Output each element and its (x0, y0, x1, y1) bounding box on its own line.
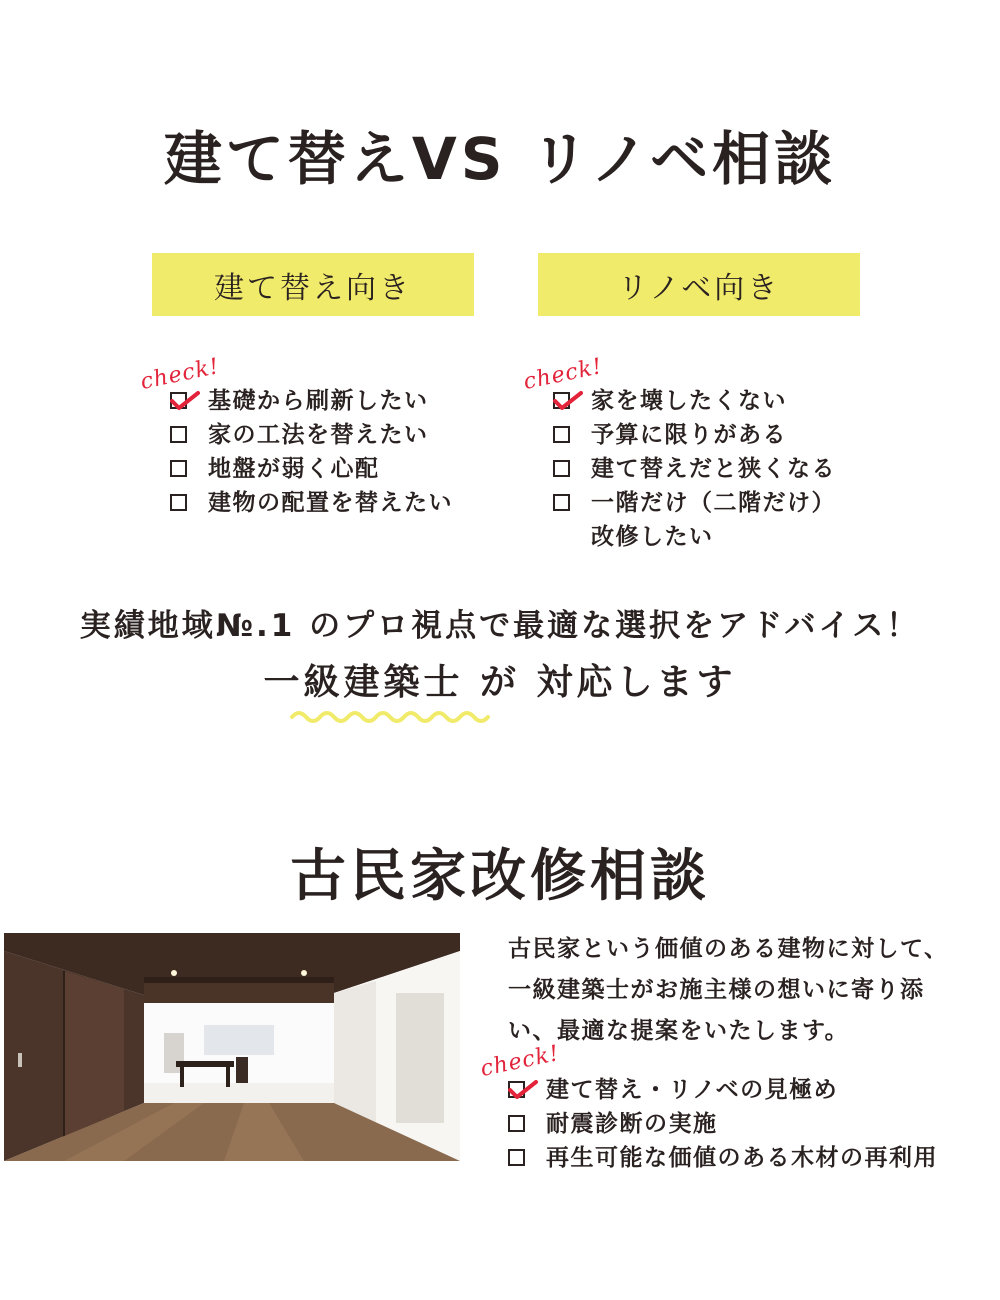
checkbox-empty (553, 426, 570, 443)
check-label: check! (521, 353, 605, 396)
tag-rebuild-suited: 建て替え向き (152, 253, 474, 316)
checklist-item (553, 418, 836, 452)
checkbox-empty (553, 494, 570, 511)
checkbox-empty (508, 1149, 525, 1166)
checkbox-checked (170, 392, 187, 409)
checklist-item (170, 418, 453, 452)
checklist-item-label: 家の工法を替えたい (208, 422, 429, 448)
section-title-kominka: 古民家改修相談 (290, 844, 710, 909)
section-title-rebuild-vs-renovation: 建て替えVS リノベ相談 (163, 125, 837, 193)
checklist-item (508, 1073, 938, 1107)
checklist-renovation (521, 353, 836, 554)
architect-note: 一級建築士 が 対応します (263, 662, 737, 703)
tag-renovation-suited: リノベ向き (538, 253, 860, 316)
checklist-item-label: 家を壊したくない (591, 388, 787, 414)
checklist-kominka (478, 1040, 938, 1175)
advice-note: 実績地域№.1 のプロ視点で最適な選択をアドバイス！ (79, 608, 921, 644)
interior-photo (4, 933, 460, 1161)
checkmark-icon (508, 1079, 538, 1101)
checkbox-empty (508, 1115, 525, 1132)
checklist-item-label: 建て替え・リノベの見極め (546, 1077, 839, 1103)
check-label: check! (478, 1040, 562, 1083)
checklist-item (553, 384, 836, 418)
description-line: 一級建築士がお施主様の想いに寄り添 (508, 977, 925, 1003)
checklist-item (170, 486, 453, 520)
checklist-item-label: 再生可能な価値のある木材の再利用 (546, 1145, 938, 1171)
checklist-item-label: 建て替えだと狭くなる (591, 456, 836, 482)
checkbox-empty (553, 460, 570, 477)
checkbox-empty (170, 426, 187, 443)
description-line: い、最適な提案をいたします。 (508, 1018, 850, 1044)
checklist-item (170, 384, 453, 418)
checklist-item-label: 予算に限りがある (591, 422, 787, 448)
checklist-item (553, 452, 836, 486)
checkbox-empty (170, 460, 187, 477)
checklist-item-label: 改修したい (591, 524, 714, 550)
checklist-item (508, 1141, 938, 1175)
checklist-item-continuation (553, 520, 836, 554)
checkbox-empty (170, 494, 187, 511)
checkbox-checked (508, 1081, 525, 1098)
checklist-item-label: 基礎から刷新したい (208, 388, 429, 414)
checkmark-icon (553, 390, 583, 412)
wavy-underline-decoration (290, 708, 492, 726)
checklist-item-label: 一階だけ（二階だけ） (591, 490, 836, 516)
checklist-item-label: 建物の配置を替えたい (208, 490, 453, 516)
checklist-item (553, 486, 836, 520)
check-label: check! (138, 353, 222, 396)
checkmark-icon (170, 390, 200, 412)
checklist-rebuild (138, 353, 453, 520)
kominka-description (508, 929, 978, 1052)
checklist-item (508, 1107, 938, 1141)
description-line: 古民家という価値のある建物に対して、 (508, 936, 949, 962)
checklist-item-label: 地盤が弱く心配 (208, 456, 380, 482)
checklist-item (170, 452, 453, 486)
checkbox-checked (553, 392, 570, 409)
checklist-item-label: 耐震診断の実施 (546, 1111, 718, 1137)
